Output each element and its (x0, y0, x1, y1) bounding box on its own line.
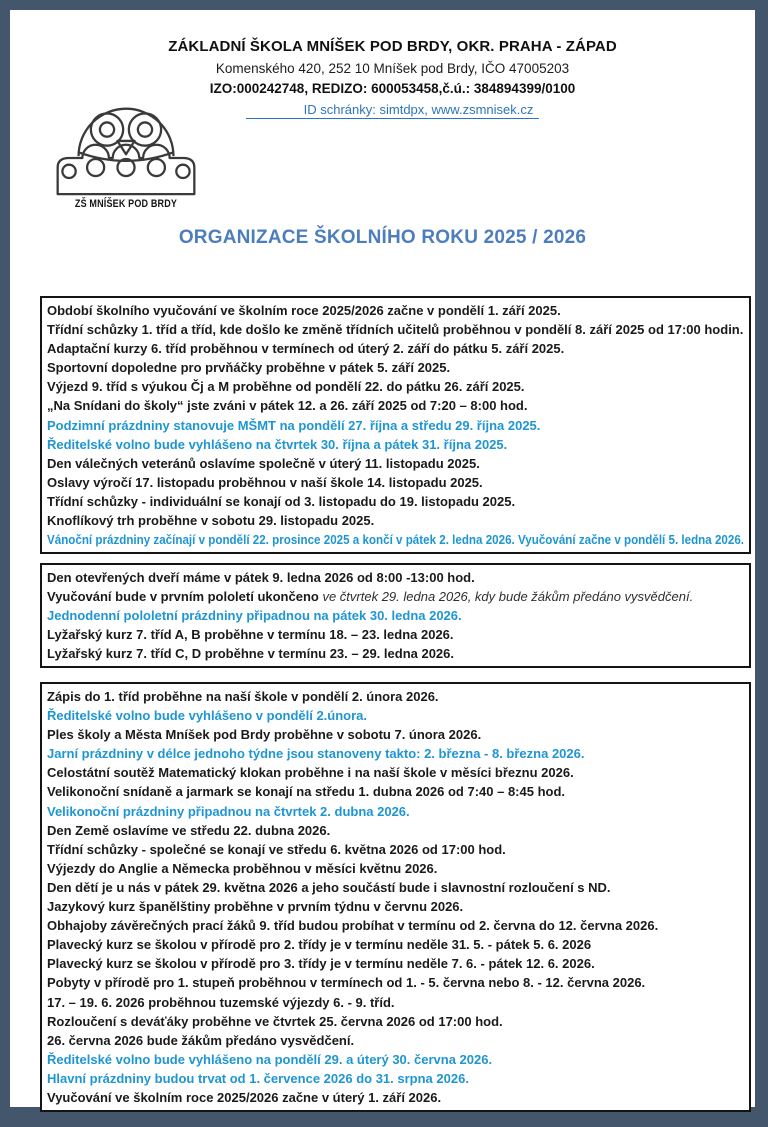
event-line (47, 1031, 744, 1050)
event-line (47, 492, 744, 511)
event-text: Jarní prázdniny v délce jednoho týdne jsou stanoveny takto: 2. března - 8. března 2026. (47, 746, 585, 762)
event-line (47, 802, 744, 821)
event-text: 17. – 19. 6. 2026 proběhnou tuzemské výjezdy 6. - 9. tříd. (47, 994, 395, 1010)
event-line (47, 859, 744, 878)
event-text: Vyučování ve školním roce 2025/2026 začne v úterý 1. září 2026. (47, 1089, 442, 1105)
event-line (47, 435, 744, 454)
event-line (47, 587, 744, 606)
event-text: Knoflíkový trh proběhne v sobotu 29. listopadu 2025. (47, 513, 375, 529)
event-text: Velikonoční prázdniny připadnou na čtvrtek 2. dubna 2026. (47, 803, 410, 819)
event-line (47, 339, 744, 358)
event-text: 26. června 2026 bude žákům předáno vysvědčení. (47, 1032, 355, 1048)
event-text: Třídní schůzky 1. tříd a tříd, kde došlo ke změně třídních učitelů proběhnou v pondělí 8. září 2025 od 17:00 hodin. (47, 322, 744, 338)
event-text: Jednodenní pololetní prázdniny připadnou na pátek 30. ledna 2026. (47, 608, 462, 624)
logo-caption: ZŠ MNÍŠEK POD BRDY (74, 198, 178, 210)
event-line (47, 706, 744, 725)
event-text: ve čtvrtek 29. ledna 2026, kdy bude žákům předáno vysvědčení. (322, 589, 694, 605)
event-text: Hlavní prázdniny budou trvat od 1. července 2026 do 31. srpna 2026. (47, 1070, 469, 1086)
event-text: Ředitelské volno bude vyhlášeno na pondělí 29. a úterý 30. června 2026. (47, 1051, 493, 1067)
school-registration-ids: IZO:000242748, REDIZO: 600053458,č.ú.: 384894399/0100 (209, 81, 576, 96)
event-line (47, 473, 744, 492)
event-text: Lyžařský kurz 7. tříd A, B proběhne v termínu 18. – 23. ledna 2026. (47, 627, 454, 643)
event-text: Obhajoby závěrečných prací žáků 9. tříd budou probíhat v termínu od 2. června do 12. června 2026. (47, 918, 659, 934)
event-line (47, 1050, 744, 1069)
event-text: Výjezd 9. tříd s výukou Čj a M proběhne od pondělí 22. do pátku 26. září 2025. (47, 379, 525, 395)
event-text: Vánoční prázdniny začínají v pondělí 22. prosince 2025 a končí v pátek 2. ledna 2026. Vyučování začne v pondělí 5. ledna 2026. (47, 532, 744, 548)
school-address: Komenského 420, 252 10 Mníšek pod Brdy, IČO 47005203 (215, 61, 570, 76)
event-text: Den dětí je u nás v pátek 29. května 2026 a jeho součástí bude i slavnostní rozloučení s ND. (47, 879, 611, 895)
event-text: Výjezdy do Anglie a Německa proběhnou v měsíci květnu 2026. (47, 860, 438, 876)
event-line (47, 358, 744, 377)
event-text: Jazykový kurz španělštiny proběhne v prvním týdnu v červnu 2026. (47, 899, 464, 915)
event-text: Celostátní soutěž Matematický klokan proběhne i na naší škole v měsíci březnu 2026. (47, 765, 574, 781)
event-text: Pobyty v přírodě pro 1. stupeň proběhnou v termínech od 1. - 5. června nebo 8. - 12. června 2026. (47, 975, 646, 991)
event-text: Ředitelské volno bude vyhlášeno na čtvrtek 30. října a pátek 31. října 2025. (47, 436, 508, 452)
event-text: Oslavy výročí 17. listopadu proběhnou v naší škole 14. listopadu 2025. (47, 474, 483, 490)
event-line (47, 763, 744, 782)
event-line (47, 782, 744, 801)
event-line (47, 821, 744, 840)
event-text: Adaptační kurzy 6. tříd proběhnou v termínech od úterý 2. září do pátku 5. září 2025. (47, 341, 565, 357)
event-text: Ples školy a Města Mníšek pod Brdy proběhne v sobotu 7. února 2026. (47, 727, 482, 743)
event-text: Ředitelské volno bude vyhlášeno v pondělí 2.února. (47, 708, 368, 724)
event-text: Sportovní dopoledne pro prvňáčky proběhne v pátek 5. září 2025. (47, 360, 451, 376)
event-text: „Na Snídani do školy“ jste zváni v pátek 12. a 26. září 2025 od 7:20 – 8:00 hod. (47, 398, 528, 414)
event-line (47, 878, 744, 897)
owl-emblem-icon (46, 84, 206, 196)
event-line (47, 973, 744, 992)
event-text: Den otevřených dveří máme v pátek 9. ledna 2026 od 8:00 -13:00 hod. (47, 570, 475, 585)
event-text: Třídní schůzky - společné se konají ve středu 6. května 2026 od 17:00 hod. (47, 841, 506, 857)
event-line (47, 897, 744, 916)
event-line (47, 396, 744, 415)
event-line (47, 725, 744, 744)
event-line (47, 916, 744, 935)
event-line (47, 993, 744, 1012)
event-text: Vyučování bude v prvním pololetí ukončeno (47, 589, 323, 605)
school-logo (46, 84, 206, 210)
event-text: Den válečných veteránů oslavíme společně v úterý 11. listopadu 2025. (47, 455, 480, 471)
event-text: Plavecký kurz se školou v přírodě pro 2. třídy je v termínu neděle 31. 5. - pátek 5. 6. 2026 (47, 937, 592, 953)
event-text: Zápis do 1. tříd proběhne na naší škole v pondělí 2. února 2026. (47, 689, 439, 704)
page-title: ORGANIZACE ŠKOLNÍHO ROKU 2025 / 2026 (178, 227, 587, 248)
event-line (47, 625, 744, 644)
event-text: Lyžařský kurz 7. tříd C, D proběhne v termínu 23. – 29. ledna 2026. (47, 646, 455, 662)
event-line (47, 511, 744, 530)
event-line (47, 935, 744, 954)
event-line (47, 744, 744, 763)
event-text: Velikonoční snídaně a jarmark se konají na středu 1. dubna 2026 od 7:40 – 8:45 hod. (47, 784, 566, 800)
event-box-january-term (40, 563, 751, 668)
event-text: Třídní schůzky - individuální se konají od 3. listopadu do 19. listopadu 2025. (47, 493, 516, 509)
databox-website-link[interactable]: ID schránky: simtdpx, www.zsmnisek.cz (246, 102, 540, 119)
event-box-autumn-term (40, 296, 751, 554)
event-line (47, 301, 744, 320)
event-line (47, 687, 744, 706)
event-text: Období školního vyučování ve školním roce 2025/2026 začne v pondělí 1. září 2025. (47, 303, 561, 318)
event-text: Plavecký kurz se školou v přírodě pro 3. třídy je v termínu neděle 7. 6. - pátek 12. 6. 2026. (47, 956, 595, 972)
event-text: Podzimní prázdniny stanovuje MŠMT na pondělí 27. října a středu 29. října 2025. (47, 417, 541, 433)
event-text: Den Země oslavíme ve středu 22. dubna 2026. (47, 822, 331, 838)
event-box-spring-term (40, 682, 751, 1112)
event-line (47, 840, 744, 859)
event-line (47, 416, 744, 435)
event-line (47, 1088, 744, 1107)
event-line (47, 1012, 744, 1031)
event-line (47, 1069, 744, 1088)
event-line (47, 454, 744, 473)
event-line (47, 568, 744, 587)
event-line (47, 644, 744, 663)
event-line (47, 606, 744, 625)
event-text: Rozloučení s deváťáky proběhne ve čtvrtek 25. června 2026 od 17:00 hod. (47, 1013, 503, 1029)
event-line (47, 320, 744, 339)
event-line (47, 954, 744, 973)
school-name: ZÁKLADNÍ ŠKOLA MNÍŠEK POD BRDY, OKR. PRAHA - ZÁPAD (168, 38, 617, 55)
event-line (47, 377, 744, 396)
event-line (47, 530, 744, 549)
